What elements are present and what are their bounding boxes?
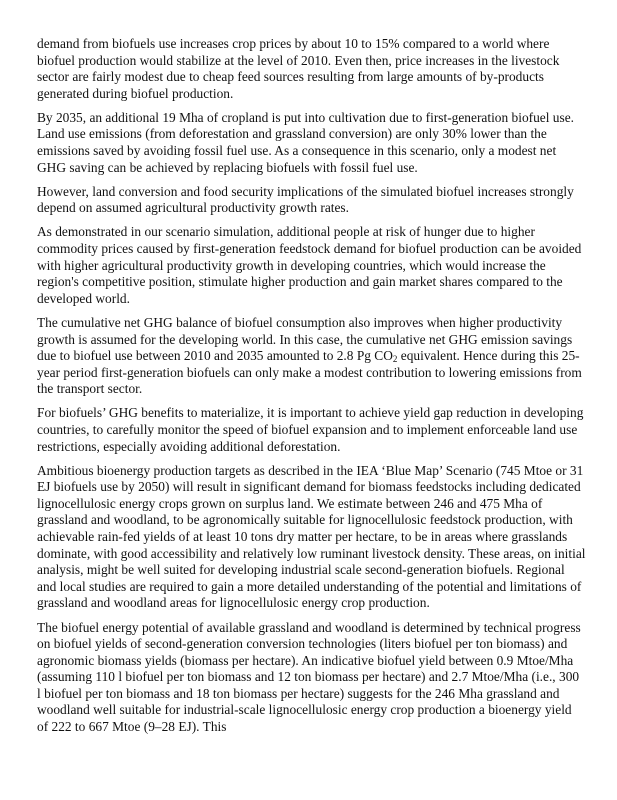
paragraph-ghg-benefits: For biofuels’ GHG benefits to materialize, it is important to achieve yield gap reduction in developing countries, to carefully monitor the speed of biofuel expansion and to implement enforceable land use restrictions, especially avoiding additional deforestation.	[37, 405, 584, 454]
co2-subscript: 2	[392, 354, 398, 365]
document-page	[37, 36, 586, 743]
paragraph-cropland-expansion: By 2035, an additional 19 Mha of cropland is put into cultivation due to first-generation biofuel use. Land use emissions (from deforestation and grassland conversion) are only 30% lower than the emissions saved by avoiding fossil fuel use. As a consequence in this scenario, only a modest net GHG saving can be achieved by replacing biofuels with fossil fuel use.	[37, 109, 575, 175]
paragraph-crop-prices: demand from biofuels use increases crop prices by about 10 to 15% compared to a world where biofuel production would stabilize at the level of 2010. Even then, price increases in the livestock sector are fairly modest due to cheap feed sources resulting from large amounts of by-products generated during biofuel production.	[37, 36, 560, 101]
paragraph-blue-map-scenario: Ambitious bioenergy production targets as described in the IEA ‘Blue Map’ Scenario (745 Mtoe or 31 EJ biofuels use by 2050) will result in significant demand for biomass feedstocks including dedicated lignocellulosic energy crops grown on surplus land. We estimate between 246 and 475 Mha of grassland and woodland, to be agronomically suitable for lignocellulosic feedstock production, with achievable rain-fed yields of at least 10 tons dry matter per hectare, to be in areas where grasslands dominate, with good accessibility and relatively low ruminant livestock density. These areas, on initial analysis, might be well suited for developing industrial scale second-generation biofuels. Regional and local studies are required to gain a more detailed understanding of the potential and limitations of grassland and woodland areas for lignocellulosic energy crop production.	[37, 462, 586, 611]
paragraph-ghg-balance	[37, 315, 586, 398]
ghg-balance-text-end: equivalent. Hence during this 25-year period first-generation biofuels can only make a modest contribution to lowering emissions from the transport sector.	[37, 348, 582, 397]
ghg-balance-text-start: The cumulative net GHG balance of biofuel consumption also improves when higher productivity growth is assumed for the developing world. In this case, the cumulative net GHG emission savings due to biofuel use between 2010 and 2035 amounted to 2.8 Pg CO	[37, 314, 573, 364]
paragraph-biofuel-energy-potential: The biofuel energy potential of available grassland and woodland is determined by technical progress on biofuel yields of second-generation conversion technologies (liters biofuel per ton biomass) and agronomic biomass yields (biomass per hectare). An indicative biofuel yield between 0.9 Mtoe/Mha (assuming 110 l biofuel per ton biomass and 12 ton biomass per hectare) and 2.7 Mtoe/Mha (i.e., 300 l biofuel per ton biomass and 18 ton biomass per hectare) suggests for the 246 Mha grassland and woodland well suitable for industrial-scale lignocellulosic energy crop production a bioenergy yield of 222 to 667 Mtoe (9–28 EJ). This	[37, 619, 581, 735]
paragraph-productivity-dependence: However, land conversion and food security implications of the simulated biofuel increases strongly depend on assumed agricultural productivity growth rates.	[37, 183, 574, 216]
paragraph-hunger-risk: As demonstrated in our scenario simulation, additional people at risk of hunger due to higher commodity prices caused by first-generation feedstock demand for biofuel production can be avoided with higher agricultural productivity growth in developing countries, which would increase the region's competitive position, stimulate higher production and gain market shares compared to the developed world.	[37, 224, 582, 306]
